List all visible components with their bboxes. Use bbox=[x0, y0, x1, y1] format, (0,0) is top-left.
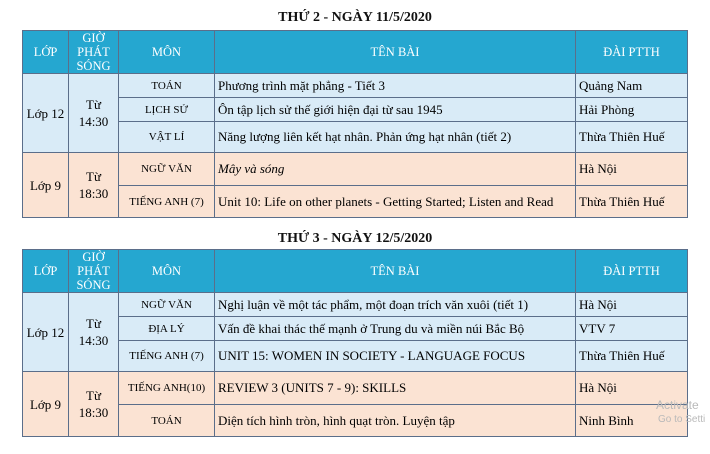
station-cell: Hà Nội bbox=[576, 153, 688, 186]
table-row bbox=[23, 372, 688, 405]
subject-cell: TOÁN bbox=[119, 405, 215, 437]
subject-cell: NGỮ VĂN bbox=[119, 293, 215, 317]
lesson-cell: Phương trình mặt phẳng - Tiết 3 bbox=[215, 74, 576, 98]
station-cell: Hà Nội bbox=[576, 372, 688, 405]
subject-cell: LỊCH SỬ bbox=[119, 98, 215, 122]
lesson-cell: Năng lượng liên kết hạt nhân. Phản ứng hạt nhân (tiết 2) bbox=[215, 122, 576, 153]
time-cell: Từ 14:30 bbox=[69, 74, 119, 153]
lesson-cell: Ôn tập lịch sử thế giới hiện đại từ sau 1945 bbox=[215, 98, 576, 122]
header-station: ĐÀI PTTH bbox=[576, 250, 688, 293]
day-title: THỨ 3 - NGÀY 12/5/2020 bbox=[277, 231, 433, 246]
lesson-cell: Unit 10: Life on other planets - Getting Started; Listen and Read bbox=[215, 186, 576, 218]
header-lesson: TÊN BÀI bbox=[215, 31, 576, 74]
table-row bbox=[23, 293, 688, 317]
class-cell: Lớp 12 bbox=[23, 74, 69, 153]
station-cell: Hà Nội bbox=[576, 293, 688, 317]
time-cell: Từ 18:30 bbox=[69, 153, 119, 218]
day-title: THỨ 2 - NGÀY 11/5/2020 bbox=[278, 10, 432, 25]
subject-cell: TIẾNG ANH (7) bbox=[119, 186, 215, 218]
table-row bbox=[23, 341, 688, 372]
lesson-cell: Mây và sóng bbox=[215, 153, 576, 186]
station-cell: Quảng Nam bbox=[576, 74, 688, 98]
table-row bbox=[23, 405, 688, 437]
station-cell: Ninh Bình bbox=[576, 405, 688, 437]
class-cell: Lớp 12 bbox=[23, 293, 69, 372]
class-cell: Lớp 9 bbox=[23, 372, 69, 437]
table-row bbox=[23, 186, 688, 218]
table-row bbox=[23, 74, 688, 98]
header-subject: MÔN bbox=[119, 250, 215, 293]
header-station: ĐÀI PTTH bbox=[576, 31, 688, 74]
header-time: GIỜ PHÁT SÓNG bbox=[69, 250, 119, 293]
station-cell: VTV 7 bbox=[576, 317, 688, 341]
subject-cell: ĐỊA LÝ bbox=[119, 317, 215, 341]
station-cell: Thừa Thiên Huế bbox=[576, 341, 688, 372]
subject-cell: TOÁN bbox=[119, 74, 215, 98]
table-row bbox=[23, 153, 688, 186]
activation-watermark-title: Activate bbox=[656, 398, 699, 412]
table-row bbox=[23, 98, 688, 122]
station-cell: Thừa Thiên Huế bbox=[576, 186, 688, 218]
subject-cell: VẬT LÍ bbox=[119, 122, 215, 153]
time-cell: Từ 18:30 bbox=[69, 372, 119, 437]
lesson-cell: REVIEW 3 (UNITS 7 - 9): SKILLS bbox=[215, 372, 576, 405]
station-cell: Thừa Thiên Huế bbox=[576, 122, 688, 153]
subject-cell: NGỮ VĂN bbox=[119, 153, 215, 186]
time-cell: Từ 14:30 bbox=[69, 293, 119, 372]
lesson-cell: Diện tích hình tròn, hình quạt tròn. Luyện tập bbox=[215, 405, 576, 437]
lesson-cell: Nghị luận về một tác phẩm, một đoạn trích văn xuôi (tiết 1) bbox=[215, 293, 576, 317]
header-class: LỚP bbox=[23, 31, 69, 74]
subject-cell: TIẾNG ANH(10) bbox=[119, 372, 215, 405]
subject-cell: TIẾNG ANH (7) bbox=[119, 341, 215, 372]
header-time: GIỜ PHÁT SÓNG bbox=[69, 31, 119, 74]
header-class: LỚP bbox=[23, 250, 69, 293]
station-cell: Hải Phòng bbox=[576, 98, 688, 122]
schedule-table-monday bbox=[22, 30, 688, 218]
table-row bbox=[23, 317, 688, 341]
class-cell: Lớp 9 bbox=[23, 153, 69, 218]
table-row bbox=[23, 122, 688, 153]
schedule-table-tuesday bbox=[22, 249, 688, 437]
activation-watermark-subtitle: Go to Setti bbox=[658, 414, 706, 425]
lesson-cell: UNIT 15: WOMEN IN SOCIETY - LANGUAGE FOCUS bbox=[215, 341, 576, 372]
header-subject: MÔN bbox=[119, 31, 215, 74]
lesson-cell: Vấn đề khai thác thế mạnh ở Trung du và miền núi Bắc Bộ bbox=[215, 317, 576, 341]
header-lesson: TÊN BÀI bbox=[215, 250, 576, 293]
